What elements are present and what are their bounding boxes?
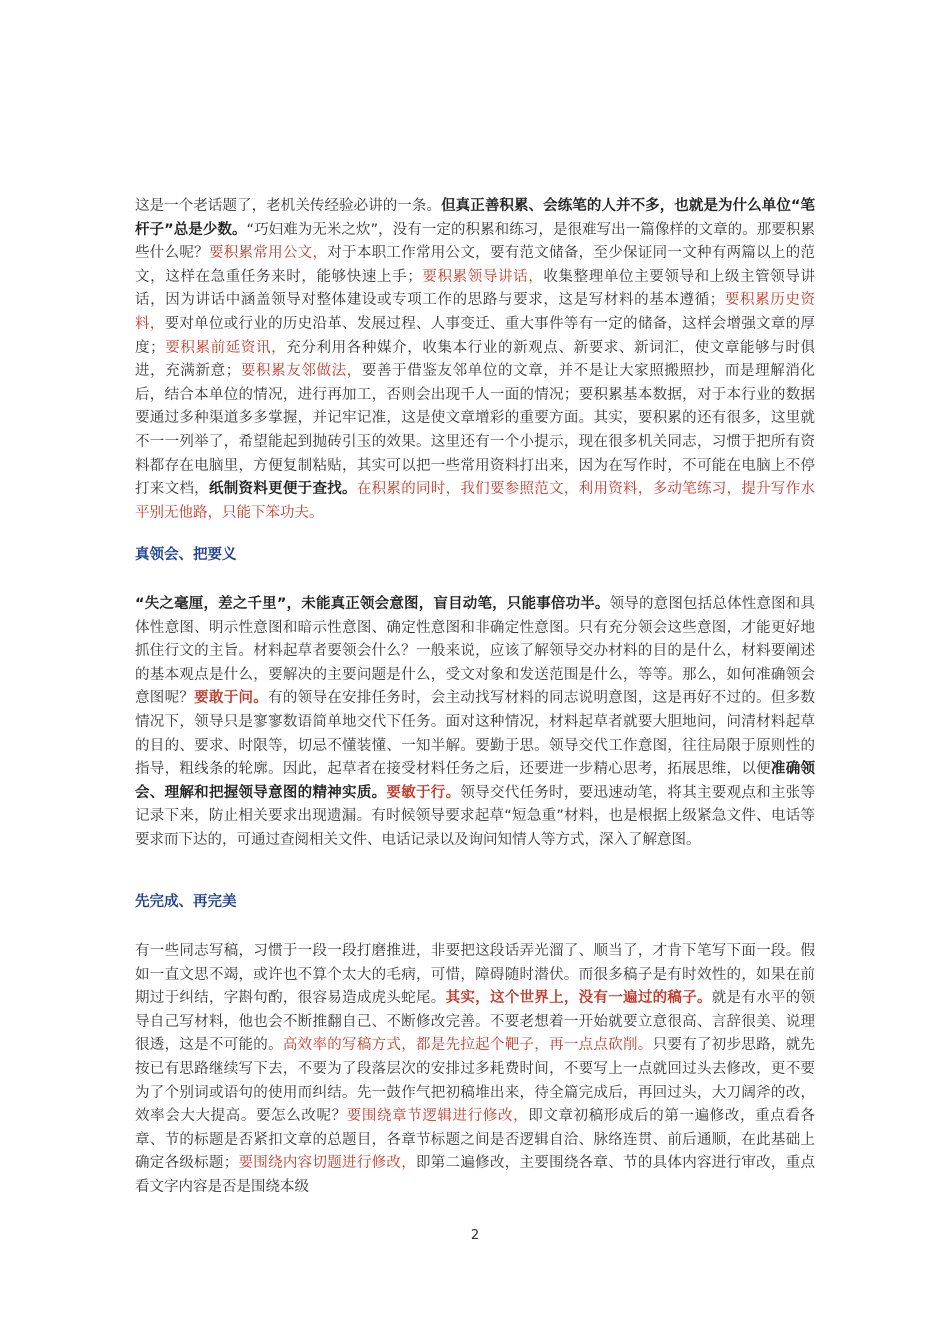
red-bold-text: 其实，这个世界上，没有一遍过的稿子。 (445, 990, 712, 1007)
text-run: 对于本职工作常用公文，要有范文储备，至少保证同一文种有两篇以上的范文，这样在急重任务来时，能够快速上手； (135, 245, 816, 285)
text-run: 只要有了初步思路，就先按已有思路继续写下去，不要为了段落层次的安排过多耗费时间，不要写上一点就回过头去修改，更不要为了个别词或语句的使用而纠结。先一鼓作气把初稿堆出来，待全篇完成后，再回过头，大刀阔斧的改，效率会大大提高。要怎么改呢？ (135, 1037, 816, 1125)
text-run: “巧妇难为无米之炊”，没有一定的积累和练习，是很难写出一篇像样的文章的。那要积累些什么呢？ (135, 221, 815, 262)
text-run: 就是有水平的领导自己写材料，他也会不断推翻自己、不断修改完善。不要老想着一开始就要立意很高、言辞很美、说理很透，这是不可能的。 (135, 990, 816, 1054)
red-text: 要积累历史资料， (135, 292, 815, 332)
text-run: 要对单位或行业的历史沿革、发展过程、人事变迁、重大事件等有一定的储备，这样会增强文章的厚度； (135, 315, 815, 356)
red-text: 高效率的写稿方式，都是先拉起个靶子，再一点点砍削。 (282, 1037, 653, 1054)
red-text: 要围绕内容切题进行修改， (238, 1155, 416, 1172)
bold-text: “失之毫厘，差之千里”，未能真正领会意图，盲目动笔，只能事倍功半。 (135, 596, 610, 612)
red-text: 在积累的同时，我们要参照范文，利用资料，多动笔练习，提升写作水平别无他路，只能下笨功夫。 (135, 481, 816, 521)
bold-text: 准确领会、理解和把握领导意图的精神实质。 (135, 761, 815, 801)
text-run: 这是一个老话题了，老机关传经验必讲的一条。 (135, 198, 442, 214)
text-run: 有的领导在安排任务时，会主动找写材料的同志说明意图，这是再好不过的。但多数情况下，领导只是寥寥数语简单地交代下任务。面对这种情况，材料起草者就要大胆地问，问清材料起草的目的、要求、时限等，切忌不懂装懂、一知半解。要勤于思。领导交代工作意图，往往局限于原则性的指导，粗线条的轮廓。因此，起草者在接受材料任务之后，还要进一步精心思考，拓展思维，以便 (135, 690, 816, 778)
red-text: 要积累常用公文， (208, 245, 328, 262)
red-text: 要围绕章节逻辑进行修改， (346, 1108, 529, 1125)
bold-text: 纸制资料更便于查找。 (208, 481, 357, 498)
text-run: 即文章初稿形成后的第一遍修改，重点看各章、节的标题是否紧扣文章的总题目，各章节标题之间是否逻辑自洽、脉络连贯、前后通顺，在此基础上确定各级标题； (135, 1108, 815, 1172)
red-text: 要积累前延资讯， (164, 339, 287, 356)
red-text: 要积累友邻做法， (240, 363, 362, 380)
red-text: 要积累领导讲话， (421, 268, 544, 285)
paragraph-finish-first (135, 940, 815, 1200)
text-run: 有一些同志写稿，习惯于一段一段打磨推进，非要把这段话弄光溜了、顺当了，才肯下笔写下面一段。假如一直文思不竭，或许也不算个太大的毛病，可惜，障碍随时潜伏。而很多稿子是有时效性的，如果在前期过于纠结，字斟句酌，很容易造成虎头蛇尾。 (135, 943, 815, 1007)
paragraph-understand-intent (135, 593, 815, 853)
text-run: 要善于借鉴友邻单位的文章，并不是让大家照搬照抄，而是理解消化后，结合本单位的情况，进行再加工，否则会出现千人一面的情况；要积累基本数据，对于本行业的数据要通过多种渠道多多掌握，并记牢记准，这是使文章增彩的重要方面。其实，要积累的还有很多，这里就不一一列举了，希望能起到抛砖引玉的效果。这里还有一个小提示，现在很多机关同志，习惯于把所有资料都存在电脑里，方便复制粘贴，其实可以把一些常用资料打出来，因为在写作时，不可能在电脑上不停打来文档， (135, 363, 815, 498)
red-bold-text: 要敢于问。 (194, 690, 269, 707)
text-run: 领导交代任务时，要迅速动笔，将其主要观点和主张等记录下来，防止相关要求出现遗漏。有时候领导要求起草“短急重”材料，也是根据上级紧急文件、电话等要求而下达的，可通过查阅相关文件、电话记录以及询问知情人等方式，深入了解意图。 (135, 784, 816, 848)
paragraph-accumulate (135, 195, 815, 525)
text-run: 收集整理单位主要领导和上级主管领导讲话，因为讲话中涵盖领导对整体建设或专项工作的思路与要求，这是写材料的基本遵循； (135, 268, 815, 309)
section-heading: 真领会、把要义 (135, 547, 237, 563)
red-bold-text: 要敏于行。 (386, 784, 461, 801)
section-heading: 先完成、再完美 (135, 894, 237, 910)
page-number: 2 (470, 1228, 480, 1243)
text-run: 即第二遍修改，主要围绕各章、节的具体内容进行审改，重点看文字内容是否是围绕本级 (135, 1155, 816, 1195)
bold-text: 但真正善积累、会练笔的人并不多，也就是为什么单位“笔杆子”总是少数。 (135, 198, 816, 238)
text-run: 领导的意图包括总体性意图和具体性意图、明示性意图和暗示性意图、确定性意图和非确定性意图。只有充分领会这些意图，才能更好地抓住行文的主旨。材料起草者要领会什么？一般来说，应该了解领导交办材料的目的是什么，材料要阐述的基本观点是什么，要解决的主要问题是什么，受文对象和发送范围是什么，等等。那么，如何准确领会意图呢？ (135, 596, 815, 707)
text-run: 充分利用各种媒介，收集本行业的新观点、新要求、新词汇，使文章能够与时俱进，充满新意； (135, 339, 815, 380)
